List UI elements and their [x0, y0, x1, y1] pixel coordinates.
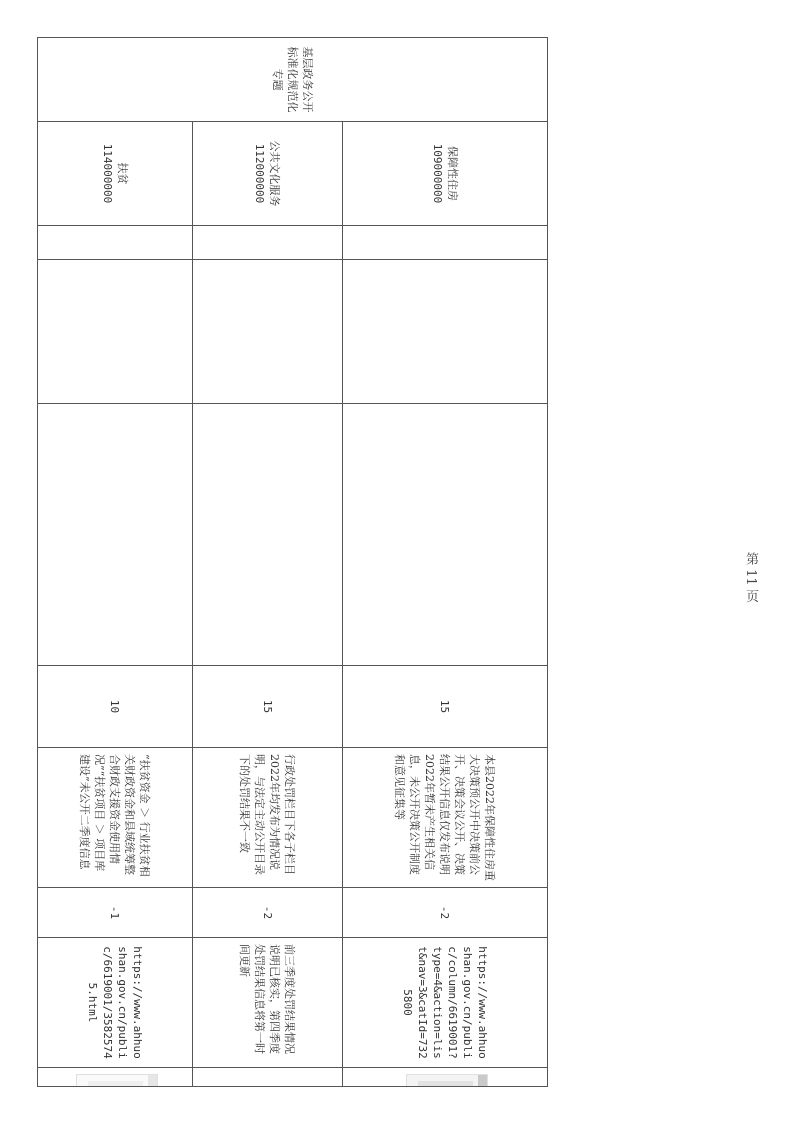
- webpage-screenshot-image: [76, 1074, 158, 1087]
- rectification-note: 前三季度处罚结果情况说明已核实，第四季度处罚结果信息将第一时间更新: [193, 938, 343, 1068]
- empty-cell: [38, 260, 193, 404]
- empty-cell: [193, 404, 343, 666]
- empty-cell: [38, 404, 193, 666]
- evidence-link[interactable]: https://www.ahhuoshan.gov.cn/public/6619001/35825745.html: [38, 938, 193, 1068]
- subcategory-code: 109000000: [431, 143, 444, 204]
- subcategory-name: 扶贫: [116, 162, 129, 185]
- category-label: 基层政务公开标准化规范化专题: [38, 38, 548, 122]
- subcategory-cell: [343, 122, 548, 226]
- empty-cell: [343, 226, 548, 260]
- score-value: 15: [193, 666, 343, 748]
- score-value: 15: [343, 666, 548, 748]
- screenshot-cell: [38, 1068, 193, 1087]
- subcategory-cell: [193, 122, 343, 226]
- score-value: 10: [38, 666, 193, 748]
- screenshot-cell: [343, 1068, 548, 1087]
- subcategory-code: 112000000: [253, 143, 267, 204]
- subcategory-name: 保障性住房: [446, 146, 459, 201]
- empty-screenshot-cell: [193, 1068, 343, 1087]
- table-row: [38, 38, 193, 1087]
- page-number: 第 11 页: [743, 552, 758, 603]
- subcategory-name: 公共文化服务: [268, 140, 282, 207]
- evidence-link[interactable]: https://www.ahhuoshan.gov.cn/public/column/6619001?type=4&action=list&nav=3&catId=7325800: [343, 938, 548, 1068]
- rotated-table-page: [38, 37, 548, 1087]
- problem-text: 本县2022年保障性住房重大决策预公开中决策前公开、决策会议公开、决策结果公开信息仅发布说明2022年暂未产生相关信息，未公开决策公开制度和意见征集等: [343, 748, 548, 888]
- assessment-table: [37, 37, 548, 1087]
- empty-cell: [343, 260, 548, 404]
- problem-text: 行政处罚栏目下各子栏目2022年均发布为情况说明，与法定主动公开目录下的处罚结果不一致: [193, 748, 343, 888]
- table-row: [193, 38, 343, 1087]
- table-row: [343, 38, 548, 1087]
- empty-cell: [193, 260, 343, 404]
- subcategory-cell: [38, 122, 193, 226]
- empty-cell: [343, 404, 548, 666]
- webpage-screenshot-image: [406, 1074, 488, 1087]
- empty-cell: [193, 226, 343, 260]
- deduction-value: -2: [343, 888, 548, 938]
- empty-cell: [38, 226, 193, 260]
- deduction-value: -2: [193, 888, 343, 938]
- deduction-value: -1: [38, 888, 193, 938]
- problem-text: “扶贫资金 ＞ 行业扶贫相关财政资金和县域统筹整合财政支援资金使用情况”“扶贫项目 ＞ 项目库建设”未公开二季度信息: [38, 748, 193, 888]
- subcategory-code: 114000000: [101, 143, 114, 204]
